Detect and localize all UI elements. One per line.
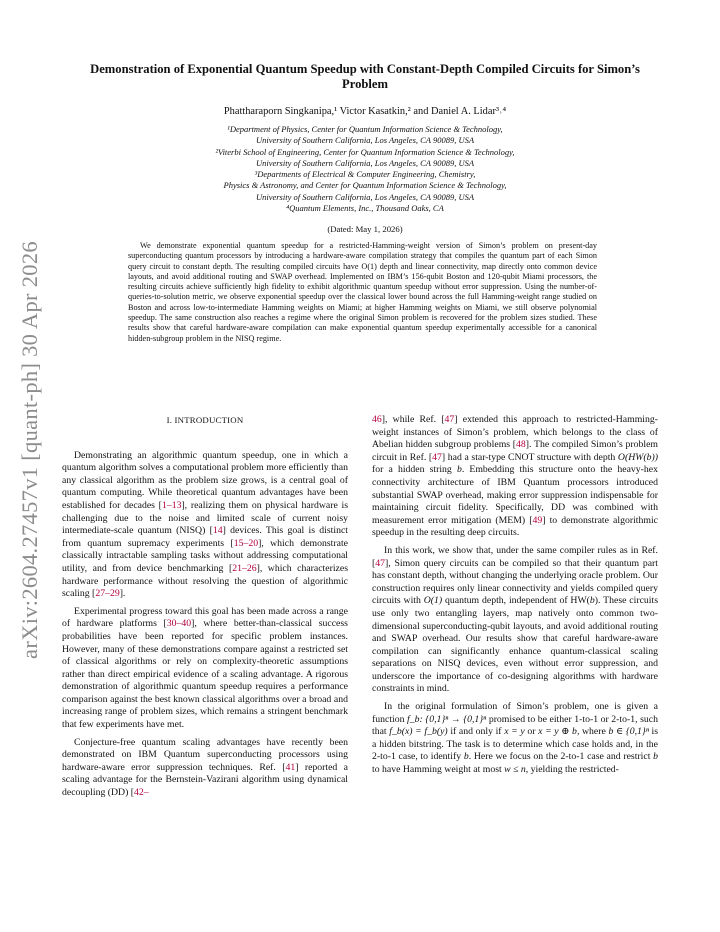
citation-link[interactable]: 42–	[134, 787, 149, 799]
text-run: ] extended this approach to restricted-Hamming-weight instances of Simon’s problem, which belongs to the class of Abelian hidden subgroup problems [	[372, 414, 658, 451]
text-run: ].	[119, 588, 126, 600]
paragraph	[62, 737, 348, 800]
affiliation-line: ³Departments of Electrical & Computer Engineering, Chemistry,	[254, 169, 476, 180]
right-column	[372, 414, 658, 782]
text-run: quantum depth, independent of HW(	[442, 595, 590, 607]
paragraph	[62, 450, 348, 601]
text-run: for a hidden string	[372, 464, 457, 476]
text-run: ], while Ref. [	[381, 414, 445, 425]
paragraph	[372, 701, 658, 777]
text-run: In this work, we show that, under the same compiler rules as in Ref. [	[372, 544, 658, 569]
text-run: . Here we focus on the 2-to-1 case and restrict	[468, 751, 654, 763]
text-run: Experimental progress toward this goal has been made across a range of hardware platforms [	[62, 605, 348, 630]
text-run: ], Simon query circuits can be compiled so that their quantum part has constant depth, without changing the underlying oracle problem. Our construction requires only linear connectivity and yields compiled query circuits with	[372, 557, 658, 607]
text-run: ). These circuits use only two entangling layers, map natively onto common two-dimensional superconducting-qubit layouts, and avoid additional routing and SWAP overhead. Our results show that careful hardware-aware compilation can significantly enhance quantum-classical scaling separations on NISQ devices, even without error suppression, and underscore the importance of co-designing algorithms with hardware constraints in mind.	[372, 595, 658, 695]
citation-link[interactable]: 47	[444, 414, 455, 425]
paragraph	[372, 414, 658, 540]
affiliation-line: University of Southern California, Los Angeles, CA 90089, USA	[255, 191, 475, 202]
math-expression: b	[463, 751, 469, 763]
citation-link[interactable]: 21–26	[232, 562, 257, 574]
arxiv-identifier: arXiv:2604.27457v1 [quant-ph] 30 Apr 2026	[17, 241, 42, 659]
paragraph	[372, 545, 658, 696]
citation-link[interactable]: 30–40	[166, 618, 192, 630]
math-expression: b	[589, 595, 595, 607]
text-run: ], which demonstrate classically intractable sampling tasks without addressing computational utility, and from device benchmarking [	[62, 537, 348, 574]
left-column	[62, 414, 348, 805]
text-run: ] had a star-type CNOT structure with depth	[441, 451, 618, 463]
citation-link[interactable]: 14	[212, 525, 223, 537]
math-expression: O(1)	[423, 595, 443, 607]
citation-link[interactable]: 48	[516, 439, 526, 451]
right-column-body	[372, 414, 658, 777]
citation-link[interactable]: 41	[285, 761, 296, 773]
text-run: . Embedding this structure onto the heavy-hex connectivity architecture of IBM Quantum processors introduced substantial SWAP overhead, making error suppression indispensable for maintaining circuit fidelity. Specifically, DD was combined with measurement error mitigation (MEM) [	[372, 464, 658, 526]
paragraph	[62, 606, 348, 732]
math-expression: f_b: {0,1}ⁿ → {0,1}ⁿ	[407, 713, 487, 725]
text-run: Conjecture-free quantum scaling advantages have recently been demonstrated on IBM Quantum superconducting processors using hardware-aware error suppression techniques. Ref. [	[62, 736, 348, 773]
math-expression: f_b(x) = f_b(y)	[389, 726, 448, 738]
math-expression: x = y	[504, 726, 525, 738]
paper-title: Demonstration of Exponential Quantum Speedup with Constant-Depth Compiled Circuits for Simon’s Problem	[90, 62, 640, 91]
math-expression: x = y ⊕ b	[538, 726, 577, 738]
affiliation-line: University of Southern California, Los Angeles, CA 90089, USA	[255, 157, 475, 168]
text-run: or	[524, 726, 539, 738]
left-column-body	[62, 450, 348, 800]
abstract: We demonstrate exponential quantum speedup for a restricted-Hamming-weight version of Simon’s problem on present-day superconducting quantum processors by introducing a hardware-aware compilation strategy that compiles the quantum part of each Simon query circuit to constant depth. The resulting compiled circuits have O(1) depth and linear connectivity, map directly onto common device layouts, and avoid additional routing and SWAP overhead. Implemented on IBM’s 156-qubit Boston and 120-qubit Miami processors, the resulting circuits achieve sufficiently high fidelity to exhibit algorithmic quantum speedup without error suppression. Using the number-of-queries-to-solution metric, we observe exponential speedup over the classical lower bound across the full Hamming-weight range studied on Boston and across low-to-intermediate Hamming weights on Miami; at higher Hamming weights on Miami, we still observe polynomial speedup. The same construction also reaches a regime where the original Simon problem is recovered for the problem sizes studied. These results show that careful hardware-aware compilation can make exponential quantum speedup experimentally accessible for a canonical hidden-subgroup problem in the NISQ regime.	[128, 241, 597, 343]
text-run: ] reported a scaling advantage for the Bernstein-Vazirani algorithm using dynamical decoupling (DD) [	[62, 761, 348, 799]
affiliation-line: ²Viterbi School of Engineering, Center for Quantum Information Science & Technology,	[215, 146, 515, 157]
affiliation-line: ¹Department of Physics, Center for Quantum Information Science & Technology,	[227, 124, 503, 134]
text-run: to have Hamming weight at most	[372, 764, 505, 776]
citation-link[interactable]: 49	[532, 514, 543, 526]
text-run: , where	[576, 726, 609, 738]
author-list: Phattharaporn Singkanipa,¹ Victor Kasatkin,² and Daniel A. Lidar³˒⁴	[223, 106, 507, 117]
math-expression: b	[653, 751, 659, 763]
section-heading: I. INTRODUCTION	[166, 415, 244, 425]
math-expression: b	[456, 464, 462, 476]
text-run: ] to demonstrate algorithmic speedup in the resulting deep circuits.	[372, 514, 658, 539]
text-run: promised to be either 1-to-1 or 2-to-1, such that	[372, 713, 658, 738]
affiliations	[80, 124, 650, 214]
text-run: ], realizing them on physical hardware is challenging due to the noise and limited scale of current noisy intermediate-scale quantum (NISQ) [	[62, 499, 348, 537]
math-expression: b ∈ {0,1}ⁿ	[608, 726, 649, 738]
dated-line: (Dated: May 1, 2026)	[327, 224, 403, 234]
text-run: ]. The compiled Simon’s problem circuit in Ref. [	[372, 439, 658, 463]
text-run: if and only if	[447, 726, 505, 738]
math-expression: O(HW(b))	[617, 451, 658, 463]
text-run: Demonstrating an algorithmic quantum speedup, one in which a quantum algorithm solves a computational problem more efficiently than any classical algorithm as the problem size grows, is a central goal of quantum computing. While theoretical quantum advantages have been established for decades [	[62, 449, 348, 511]
citation-link[interactable]: 47	[432, 451, 442, 463]
citation-link[interactable]: 47	[375, 557, 385, 569]
affiliation-line: ⁴Quantum Elements, Inc., Thousand Oaks, CA	[286, 203, 444, 214]
affiliation-line: Physics & Astronomy, and Center for Quantum Information Science & Technology,	[223, 180, 507, 191]
arxiv-sidebar	[6, 240, 54, 660]
text-run: ], which characterizes hardware performance without resolving the question of algorithmic scaling [	[62, 562, 349, 600]
affiliation-line: University of Southern California, Los Angeles, CA 90089, USA	[255, 135, 475, 146]
text-run: ], where better-than-classical success probabilities have been reported for specific problem instances. However, many of these demonstrations compare against a restricted set of classical algorithms or rely on complexity-theoretic assumptions rather than direct empirical evidence of a scaling advantage. A rigorous demonstration of algorithmic quantum speedup requires a performance comparison against the best known classical algorithms over a broad and increasing range of problem sizes, which remains a stringent benchmark that few experiments have met.	[62, 618, 348, 731]
text-run: ] devices. This goal is distinct from quantum supremacy experiments [	[62, 525, 348, 549]
citation-link[interactable]: 27–29	[95, 588, 120, 600]
text-run: is a hidden bitstring. The task is to determine which case holds and, in the 2-to-1 case, to identify	[372, 726, 659, 763]
citation-link[interactable]: 1–13	[161, 499, 182, 511]
math-expression: w ≤ n	[504, 764, 526, 776]
text-run: In the original formulation of Simon’s problem, one is given a function	[372, 701, 658, 725]
citation-link[interactable]: 15–20	[233, 537, 259, 549]
text-run: , yielding the restricted-	[525, 764, 619, 776]
citation-link[interactable]: 46	[372, 414, 382, 425]
